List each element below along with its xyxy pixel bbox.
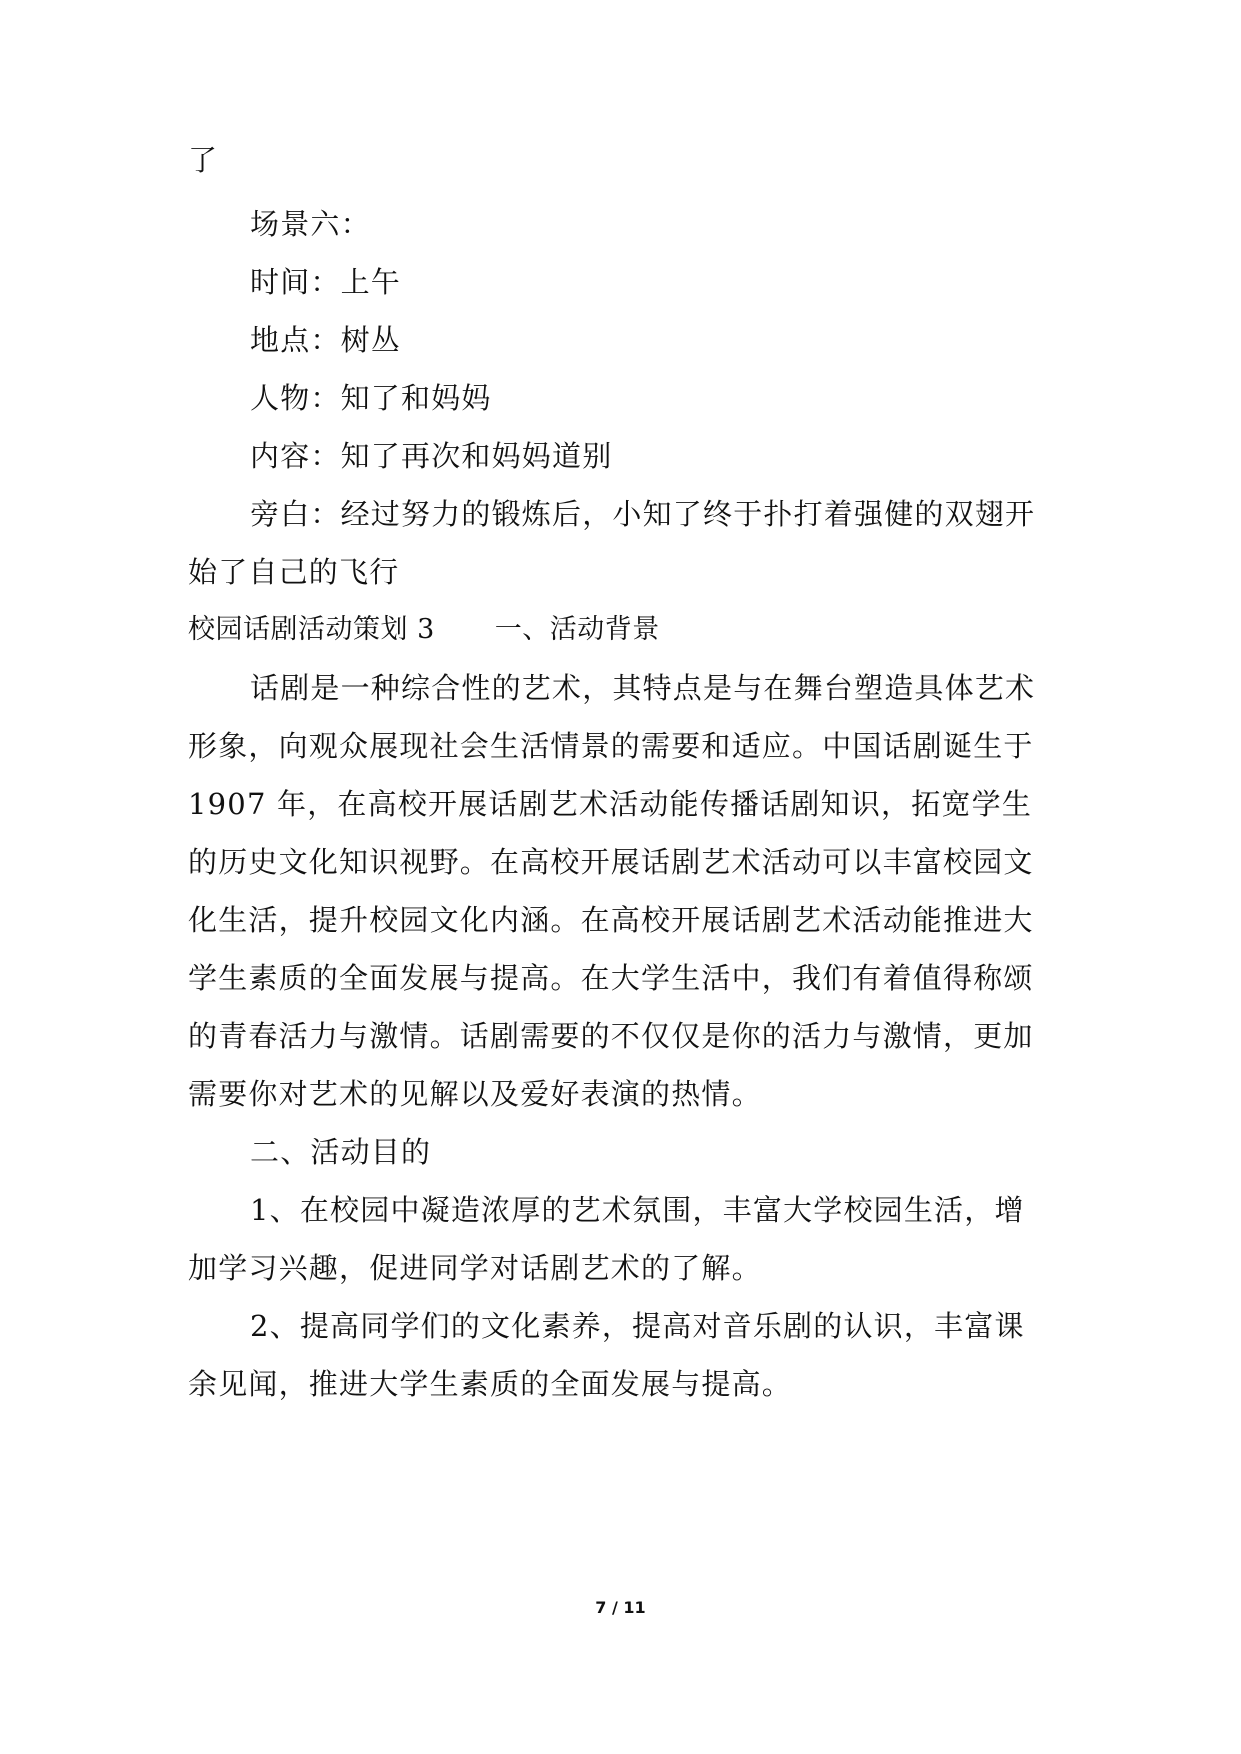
paragraph-line: 了 (188, 143, 219, 177)
scene-time: 时间：上午 (250, 265, 402, 299)
narration-line: 旁白：经过努力的锻炼后，小知了终于扑打着强健的双翅开 (250, 497, 1036, 531)
paragraph-line: 的历史文化知识视野。在高校开展话剧艺术活动可以丰富校园文 (188, 845, 1034, 879)
scene-heading: 场景六： (250, 207, 371, 241)
paragraph-line: 化生活，提升校园文化内涵。在高校开展话剧艺术活动能推进大 (188, 903, 1034, 937)
scene-characters: 人物：知了和妈妈 (250, 381, 492, 415)
list-item-1-cont: 加学习兴趣，促进同学对话剧艺术的了解。 (188, 1251, 762, 1285)
paragraph-line: 的青春活力与激情。话剧需要的不仅仅是你的活力与激情，更加 (188, 1019, 1034, 1053)
scene-location: 地点：树丛 (250, 323, 402, 357)
paragraph-line: 1907 年，在高校开展话剧艺术活动能传播话剧知识，拓宽学生 (188, 787, 1033, 821)
paragraph-line: 需要你对艺术的见解以及爱好表演的热情。 (188, 1077, 762, 1111)
paragraph-line: 话剧是一种综合性的艺术，其特点是与在舞台塑造具体艺术 (250, 671, 1036, 705)
list-item-1: 1、在校园中凝造浓厚的艺术氛围，丰富大学校园生活，增 (250, 1193, 1025, 1227)
list-item-2: 2、提高同学们的文化素养，提高对音乐剧的认识，丰富课 (250, 1309, 1025, 1343)
scene-content: 内容：知了再次和妈妈道别 (250, 439, 613, 473)
section-heading (188, 610, 1068, 650)
list-item-2-cont: 余见闻，推进大学生素质的全面发展与提高。 (188, 1367, 793, 1401)
subsection-heading: 二、活动目的 (250, 1135, 432, 1169)
page-number: 7 / 11 (595, 1598, 646, 1617)
narration-line: 始了自己的飞行 (188, 555, 400, 589)
paragraph-line: 形象，向观众展现社会生活情景的需要和适应。中国话剧诞生于 (188, 729, 1034, 763)
section-subtitle: 一、活动背景 (494, 614, 660, 645)
section-title: 校园话剧活动策划 3 (188, 614, 435, 645)
paragraph-line: 学生素质的全面发展与提高。在大学生活中，我们有着值得称颂 (188, 961, 1034, 995)
